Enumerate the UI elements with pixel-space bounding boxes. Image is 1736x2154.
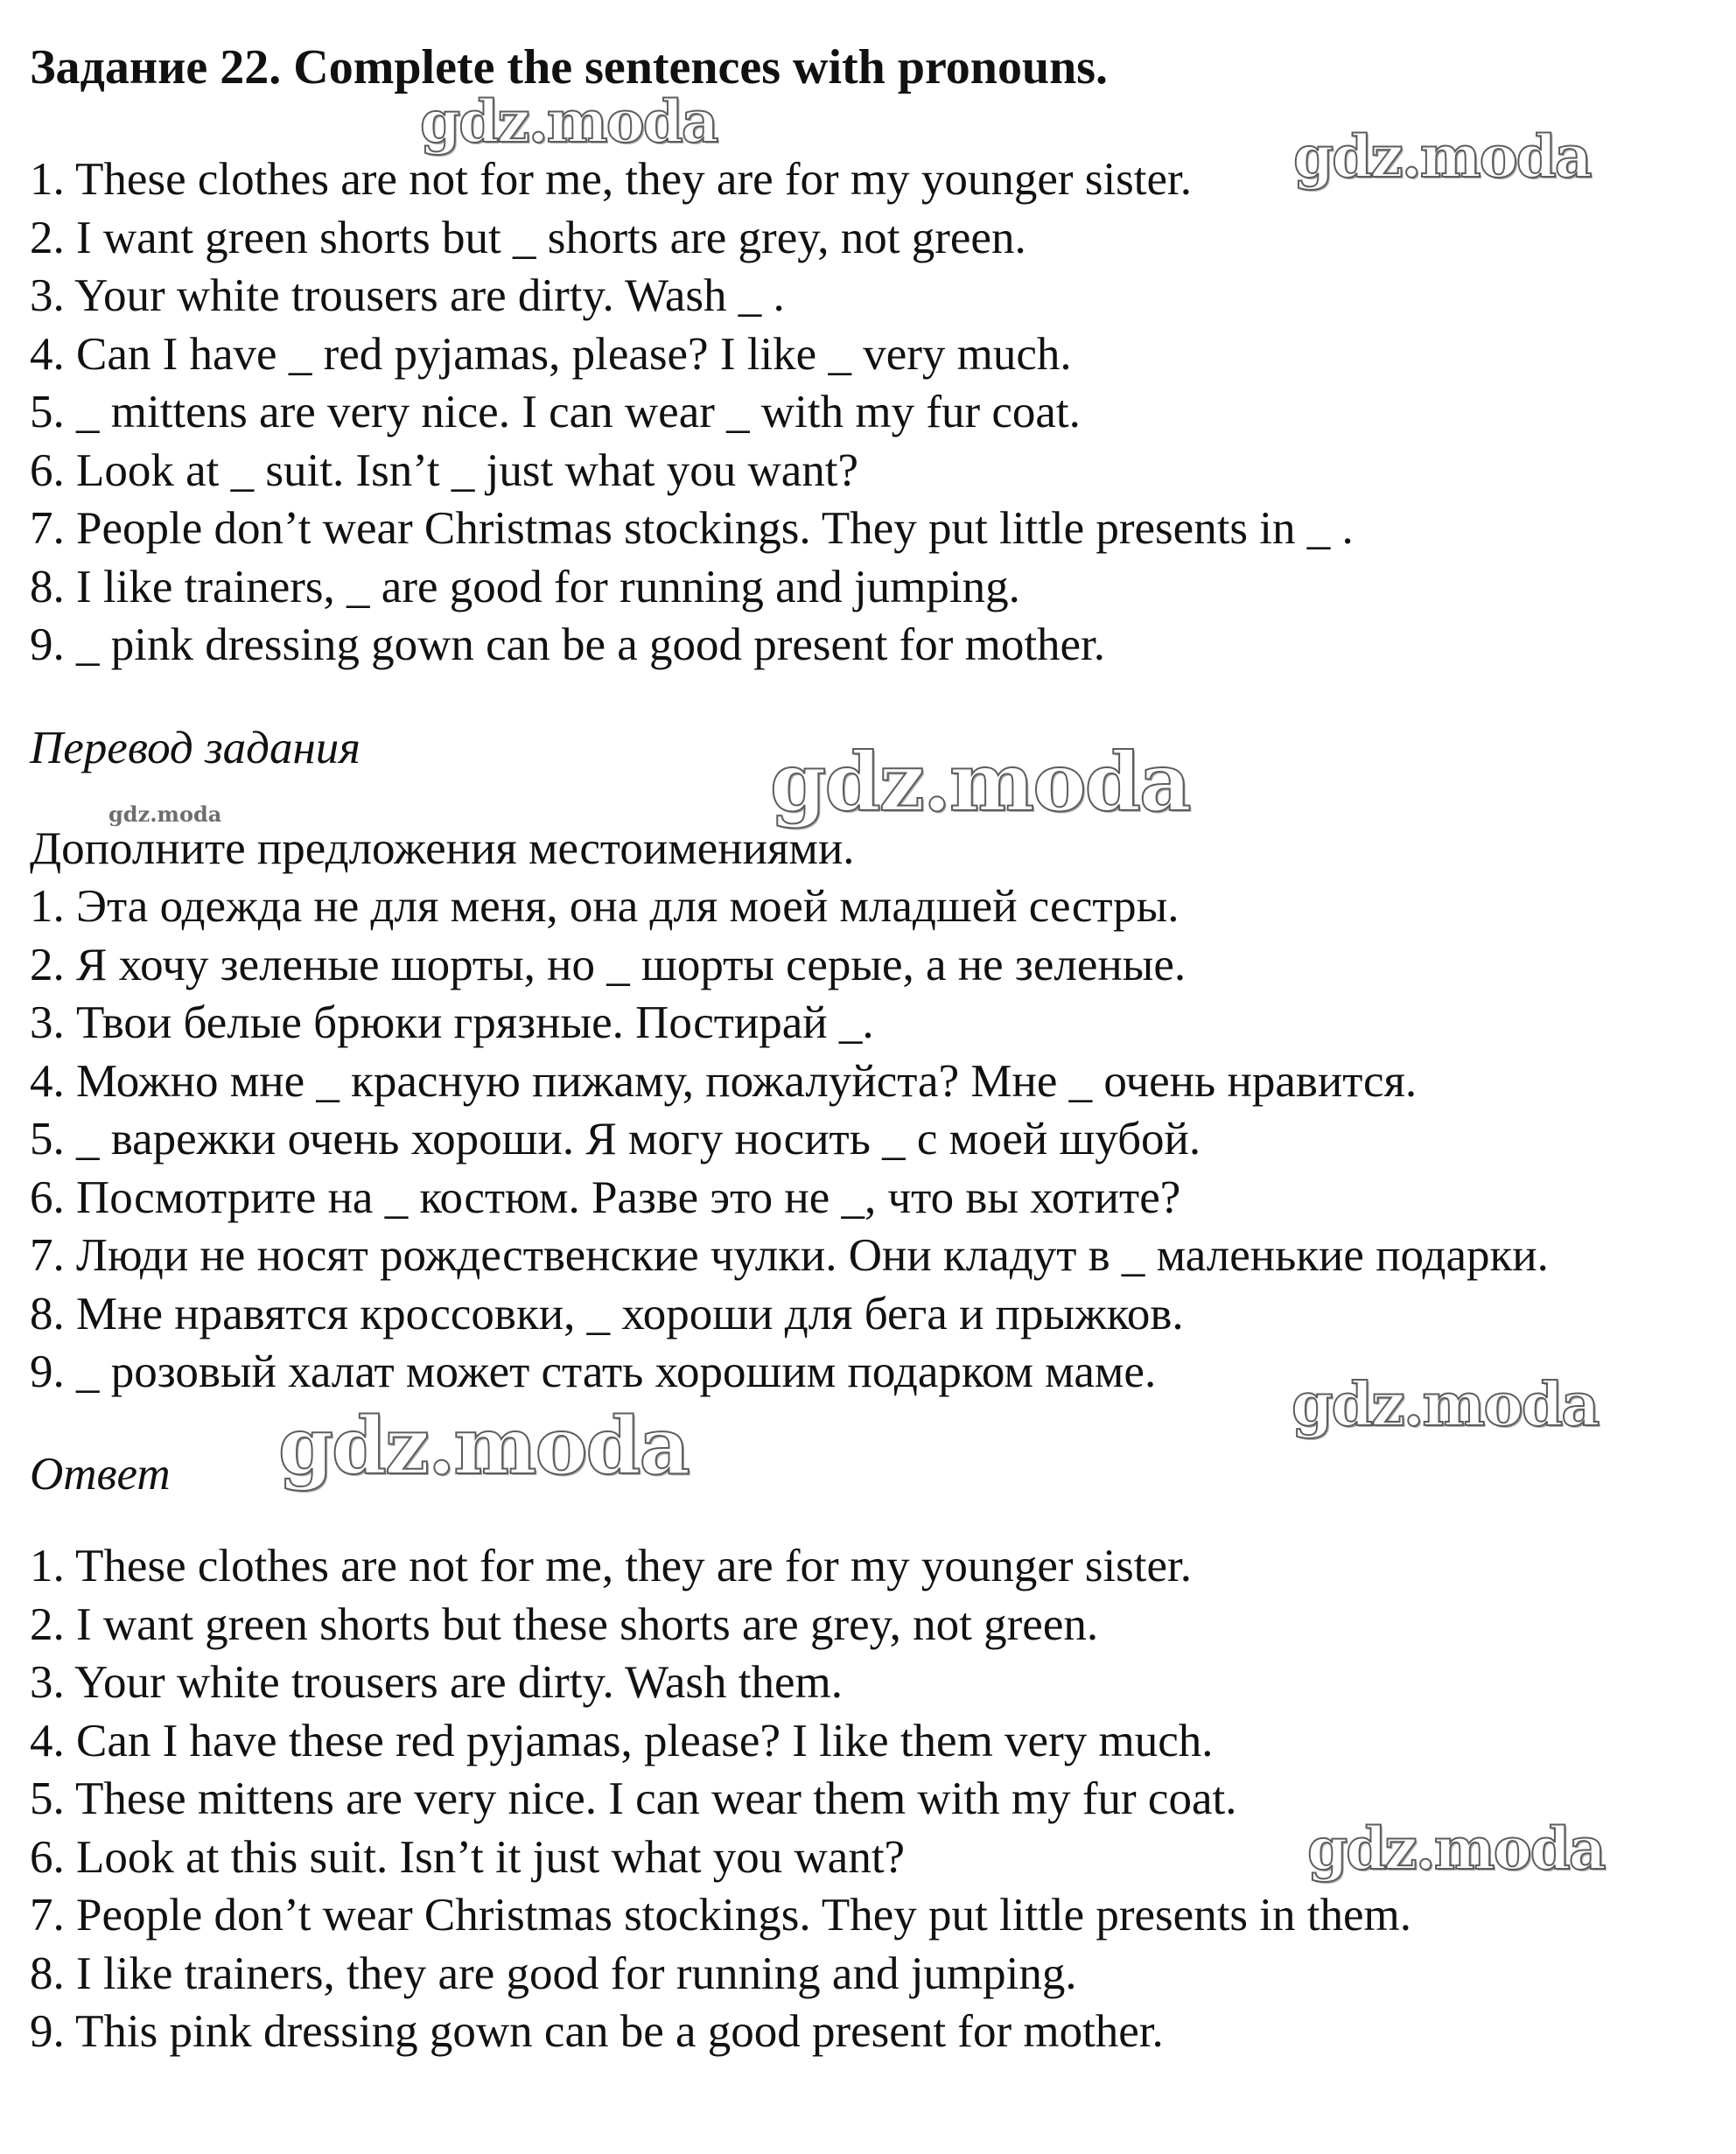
translation-instruction: Дополните предложения местоимениями. (30, 823, 855, 874)
exercise-item: 5. _ mittens are very nice. I can wear _ with my fur coat. (30, 387, 1081, 437)
answer-item: 4. Can I have these red pyjamas, please? I like them very much. (30, 1715, 1214, 1766)
answer-list (30, 1537, 1411, 2061)
watermark: gdz.moda (1292, 1370, 1599, 1440)
translation-item: 9. _ розовый халат может стать хорошим подарком маме. (30, 1346, 1157, 1397)
exercise-item: 8. I like trainers, _ are good for running and jumping. (30, 561, 1020, 612)
exercise-item: 9. _ pink dressing gown can be a good present for mother. (30, 619, 1106, 670)
answer-item: 9. This pink dressing gown can be a good present for mother. (30, 2006, 1164, 2057)
translation-item: 7. Люди не носят рождественские чулки. Они кладут в _ маленькие подарки. (30, 1230, 1549, 1281)
exercise-item: 7. People don’t wear Christmas stockings. They put little presents in _ . (30, 503, 1354, 554)
watermark: gdz.moda (1293, 122, 1591, 191)
answer-item: 1. These clothes are not for me, they are for my younger sister. (30, 1541, 1193, 1591)
exercise-item: 1. These clothes are not for me, they are for my younger sister. (30, 154, 1193, 205)
translation-heading: Перевод задания (30, 723, 360, 773)
translation-item: 4. Можно мне _ красную пижаму, пожалуйста? Мне _ очень нравится. (30, 1055, 1418, 1107)
translation-item: 2. Я хочу зеленые шорты, но _ шорты серые, а не зеленые. (30, 939, 1186, 990)
translation-item: 5. _ варежки очень хороши. Я могу носить _ с моей шубой. (30, 1114, 1201, 1164)
answer-item: 6. Look at this suit. Isn’t it just what you want? (30, 1831, 906, 1883)
watermark-small: gdz.moda (108, 801, 222, 827)
translation-item: 6. Посмотрите на _ костюм. Разве это не _, что вы хотите? (30, 1171, 1181, 1223)
answer-item: 2. I want green shorts but these shorts are grey, not green. (30, 1598, 1099, 1650)
exercise-item: 2. I want green shorts but _ shorts are grey, not green. (30, 212, 1026, 263)
task-title: Задание 22. Complete the sentences with pronouns. (30, 40, 1109, 94)
answer-item: 3. Your white trousers are dirty. Wash them. (30, 1657, 844, 1708)
watermark: gdz.moda (420, 87, 718, 156)
exercise-list (30, 150, 1354, 675)
watermark: gdz.moda (770, 735, 1190, 829)
translation-item: 3. Твои белые брюки грязные. Постирай _. (30, 997, 874, 1048)
translation-list (30, 878, 1549, 1402)
answer-item: 8. I like trainers, they are good for running and jumping. (30, 1948, 1077, 1999)
translation-item: 8. Мне нравятся кроссовки, _ хороши для бега и прыжков. (30, 1288, 1184, 1339)
answer-item: 5. These mittens are very nice. I can wear them with my fur coat. (30, 1773, 1237, 1824)
exercise-item: 4. Can I have _ red pyjamas, please? I like _ very much. (30, 328, 1072, 380)
answer-heading: Ответ (30, 1449, 171, 1500)
translation-item: 1. Эта одежда не для меня, она для моей младшей сестры. (30, 881, 1180, 932)
answer-item: 7. People don’t wear Christmas stockings. They put little presents in them. (30, 1890, 1412, 1941)
exercise-item: 3. Your white trousers are dirty. Wash _ . (30, 270, 785, 321)
watermark: gdz.moda (1307, 1815, 1605, 1883)
watermark: gdz.moda (278, 1400, 689, 1493)
exercise-item: 6. Look at _ suit. Isn’t _ just what you want? (30, 444, 859, 496)
